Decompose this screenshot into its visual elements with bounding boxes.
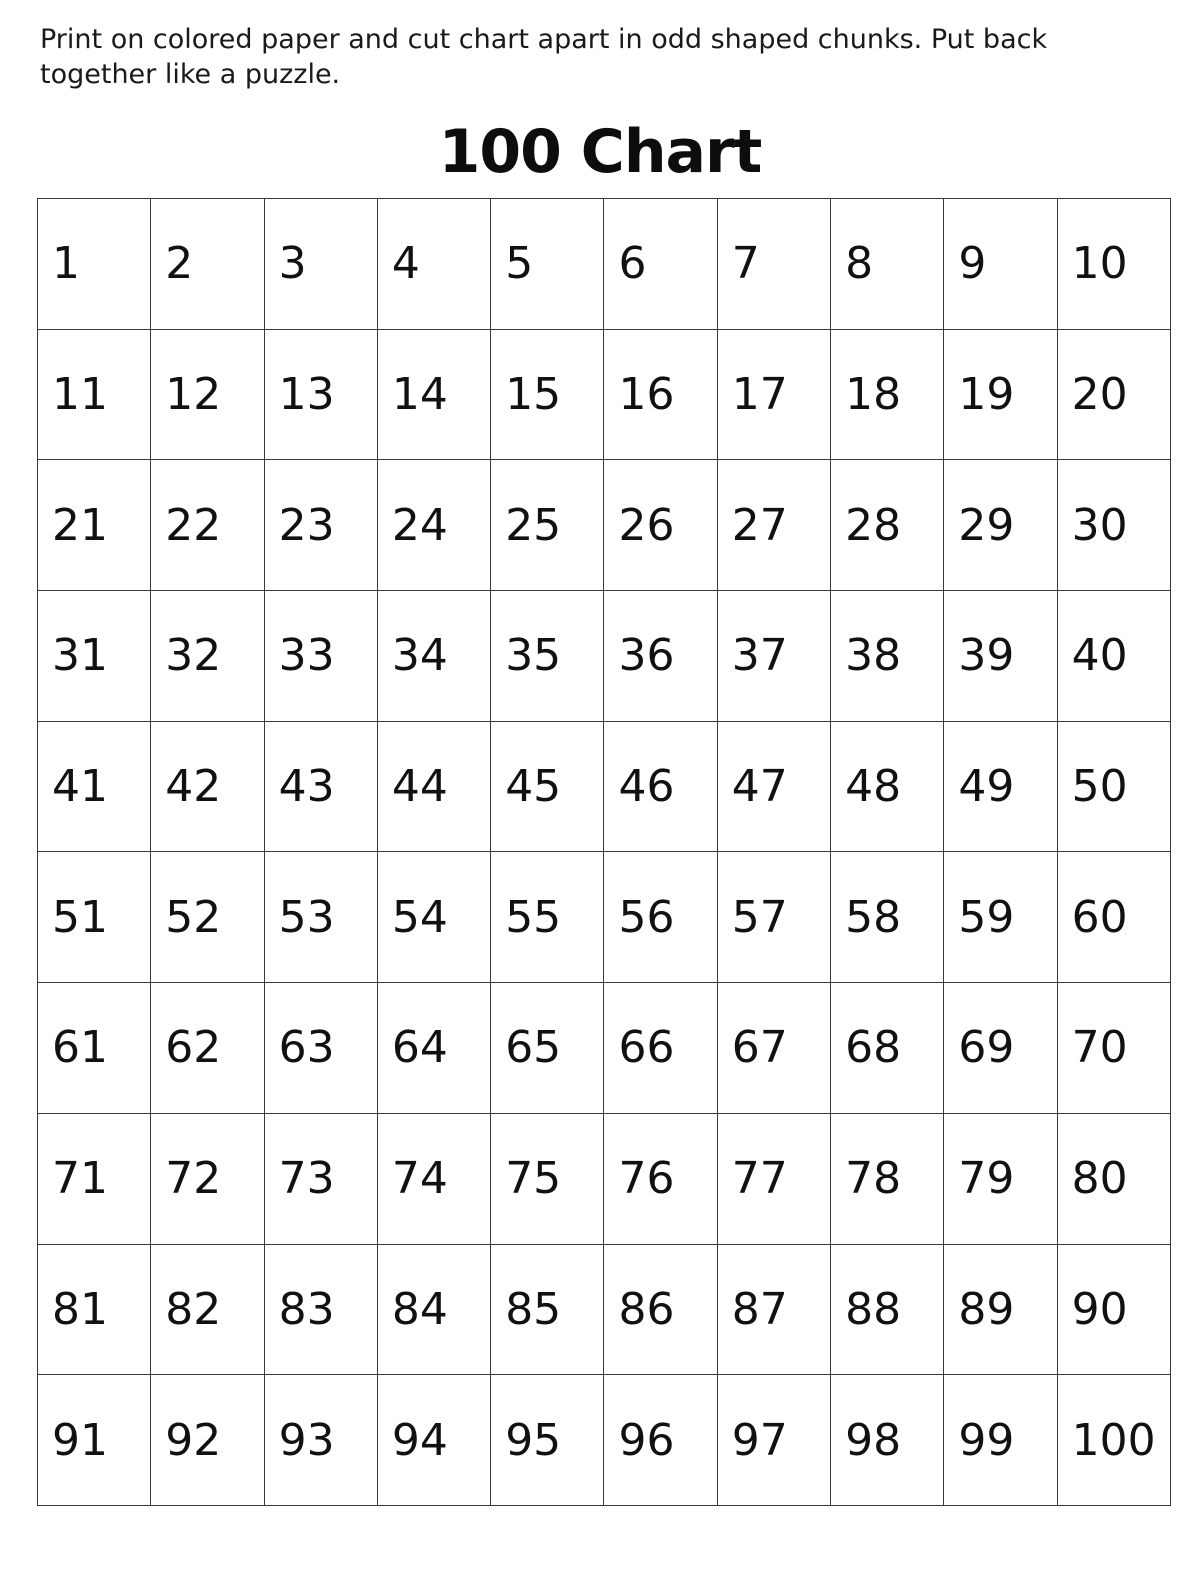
chart-cell: 99 <box>944 1375 1057 1506</box>
chart-row <box>38 983 1171 1114</box>
hundred-chart-body <box>38 199 1171 1506</box>
chart-cell: 12 <box>151 329 264 460</box>
chart-cell: 84 <box>377 1244 490 1375</box>
chart-cell: 48 <box>831 721 944 852</box>
chart-cell: 88 <box>831 1244 944 1375</box>
chart-cell: 33 <box>264 591 377 722</box>
chart-cell: 35 <box>491 591 604 722</box>
chart-cell: 80 <box>1057 1113 1170 1244</box>
chart-cell: 100 <box>1057 1375 1170 1506</box>
chart-row <box>38 1113 1171 1244</box>
chart-cell: 96 <box>604 1375 717 1506</box>
chart-cell: 17 <box>717 329 830 460</box>
chart-row <box>38 460 1171 591</box>
chart-cell: 90 <box>1057 1244 1170 1375</box>
chart-cell: 24 <box>377 460 490 591</box>
chart-cell: 7 <box>717 199 830 330</box>
chart-cell: 45 <box>491 721 604 852</box>
chart-cell: 56 <box>604 852 717 983</box>
chart-cell: 20 <box>1057 329 1170 460</box>
chart-cell: 67 <box>717 983 830 1114</box>
chart-cell: 25 <box>491 460 604 591</box>
chart-cell: 26 <box>604 460 717 591</box>
chart-cell: 32 <box>151 591 264 722</box>
chart-cell: 66 <box>604 983 717 1114</box>
chart-cell: 6 <box>604 199 717 330</box>
chart-cell: 8 <box>831 199 944 330</box>
chart-cell: 87 <box>717 1244 830 1375</box>
chart-cell: 44 <box>377 721 490 852</box>
chart-cell: 5 <box>491 199 604 330</box>
chart-cell: 98 <box>831 1375 944 1506</box>
chart-cell: 93 <box>264 1375 377 1506</box>
chart-row <box>38 591 1171 722</box>
chart-cell: 29 <box>944 460 1057 591</box>
chart-cell: 50 <box>1057 721 1170 852</box>
chart-cell: 75 <box>491 1113 604 1244</box>
chart-cell: 60 <box>1057 852 1170 983</box>
chart-cell: 79 <box>944 1113 1057 1244</box>
chart-cell: 95 <box>491 1375 604 1506</box>
chart-cell: 47 <box>717 721 830 852</box>
chart-cell: 1 <box>38 199 151 330</box>
chart-cell: 61 <box>38 983 151 1114</box>
chart-cell: 92 <box>151 1375 264 1506</box>
chart-cell: 54 <box>377 852 490 983</box>
chart-cell: 81 <box>38 1244 151 1375</box>
chart-cell: 78 <box>831 1113 944 1244</box>
chart-cell: 30 <box>1057 460 1170 591</box>
page-title: 100 Chart <box>438 117 762 187</box>
chart-cell: 41 <box>38 721 151 852</box>
instructions-text: Print on colored paper and cut chart apart in odd shaped chunks. Put back together like a puzzle. <box>40 24 1048 90</box>
chart-cell: 3 <box>264 199 377 330</box>
chart-cell: 15 <box>491 329 604 460</box>
chart-row <box>38 1244 1171 1375</box>
chart-cell: 49 <box>944 721 1057 852</box>
chart-cell: 52 <box>151 852 264 983</box>
chart-cell: 97 <box>717 1375 830 1506</box>
chart-cell: 63 <box>264 983 377 1114</box>
chart-cell: 77 <box>717 1113 830 1244</box>
chart-cell: 68 <box>831 983 944 1114</box>
chart-cell: 91 <box>38 1375 151 1506</box>
chart-cell: 27 <box>717 460 830 591</box>
chart-cell: 14 <box>377 329 490 460</box>
chart-cell: 83 <box>264 1244 377 1375</box>
chart-cell: 85 <box>491 1244 604 1375</box>
chart-cell: 34 <box>377 591 490 722</box>
chart-cell: 73 <box>264 1113 377 1244</box>
chart-cell: 58 <box>831 852 944 983</box>
chart-cell: 62 <box>151 983 264 1114</box>
chart-cell: 9 <box>944 199 1057 330</box>
chart-cell: 38 <box>831 591 944 722</box>
chart-cell: 23 <box>264 460 377 591</box>
chart-cell: 40 <box>1057 591 1170 722</box>
chart-cell: 4 <box>377 199 490 330</box>
chart-cell: 59 <box>944 852 1057 983</box>
chart-cell: 16 <box>604 329 717 460</box>
chart-row <box>38 199 1171 330</box>
chart-cell: 94 <box>377 1375 490 1506</box>
chart-cell: 76 <box>604 1113 717 1244</box>
chart-cell: 39 <box>944 591 1057 722</box>
chart-cell: 57 <box>717 852 830 983</box>
chart-cell: 28 <box>831 460 944 591</box>
chart-cell: 89 <box>944 1244 1057 1375</box>
chart-cell: 82 <box>151 1244 264 1375</box>
chart-cell: 74 <box>377 1113 490 1244</box>
chart-cell: 86 <box>604 1244 717 1375</box>
chart-cell: 51 <box>38 852 151 983</box>
chart-cell: 22 <box>151 460 264 591</box>
chart-row <box>38 1375 1171 1506</box>
chart-row <box>38 852 1171 983</box>
chart-cell: 36 <box>604 591 717 722</box>
chart-cell: 72 <box>151 1113 264 1244</box>
chart-cell: 42 <box>151 721 264 852</box>
chart-cell: 64 <box>377 983 490 1114</box>
chart-cell: 65 <box>491 983 604 1114</box>
chart-cell: 70 <box>1057 983 1170 1114</box>
chart-cell: 10 <box>1057 199 1170 330</box>
chart-cell: 18 <box>831 329 944 460</box>
chart-cell: 21 <box>38 460 151 591</box>
chart-cell: 71 <box>38 1113 151 1244</box>
chart-cell: 69 <box>944 983 1057 1114</box>
chart-cell: 13 <box>264 329 377 460</box>
chart-cell: 2 <box>151 199 264 330</box>
chart-cell: 53 <box>264 852 377 983</box>
chart-cell: 55 <box>491 852 604 983</box>
chart-cell: 11 <box>38 329 151 460</box>
chart-row <box>38 721 1171 852</box>
chart-cell: 43 <box>264 721 377 852</box>
chart-cell: 37 <box>717 591 830 722</box>
chart-cell: 31 <box>38 591 151 722</box>
hundred-chart-grid <box>37 198 1171 1506</box>
chart-cell: 46 <box>604 721 717 852</box>
chart-row <box>38 329 1171 460</box>
chart-cell: 19 <box>944 329 1057 460</box>
